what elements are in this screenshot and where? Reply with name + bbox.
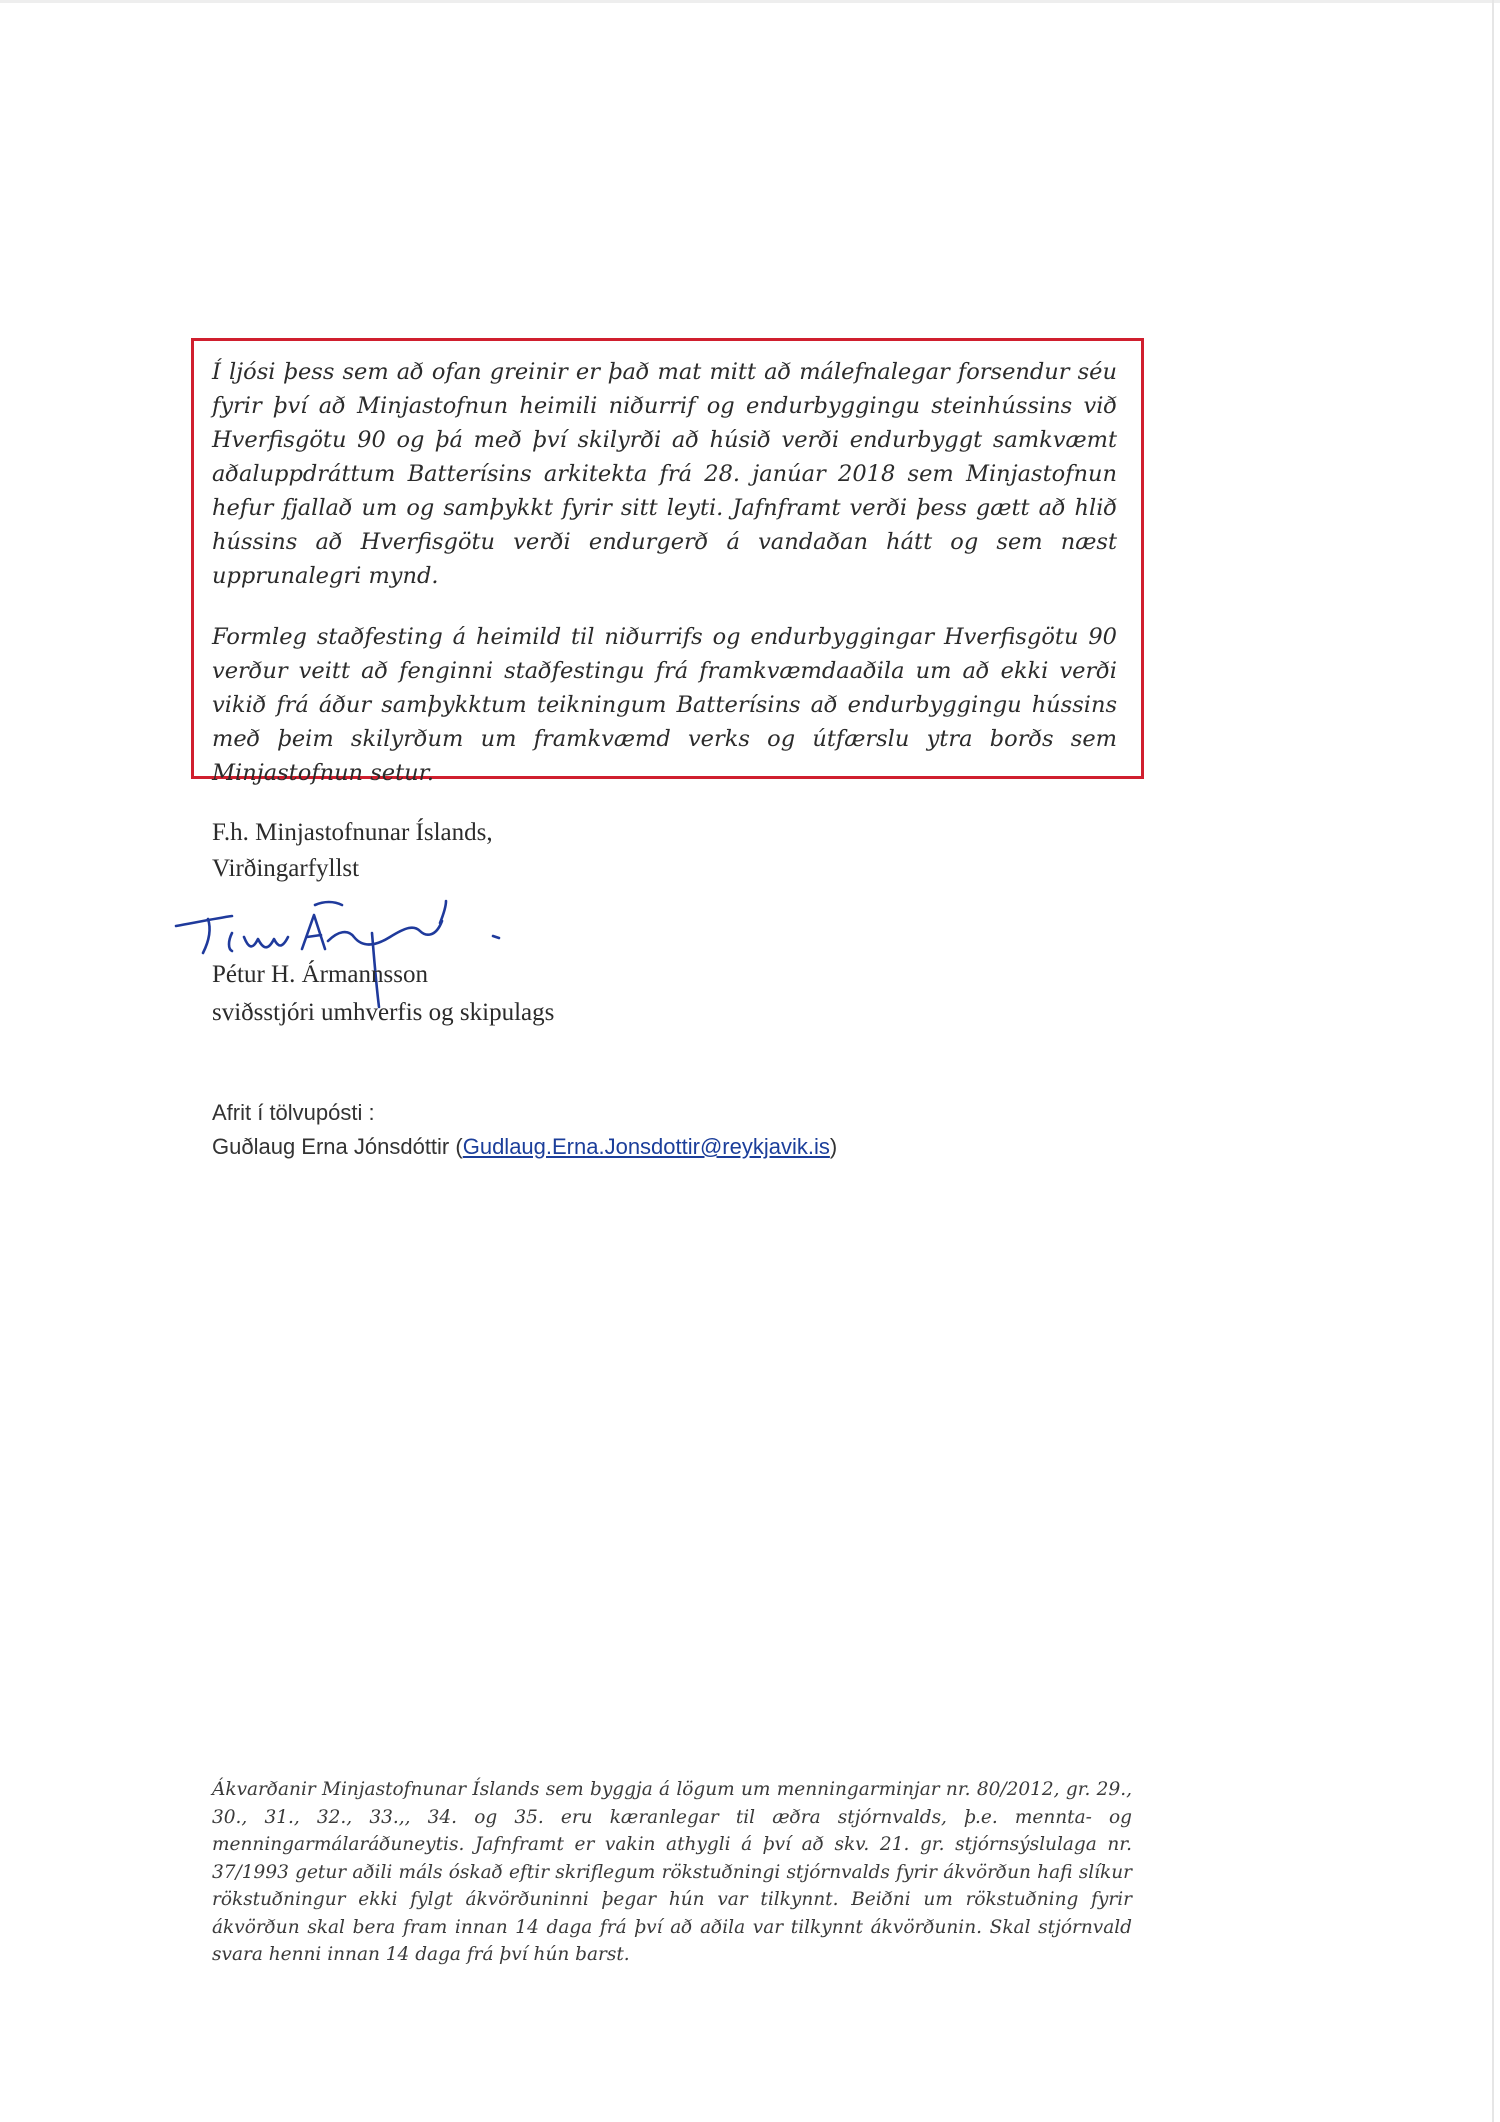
cc-label: Afrit í tölvupósti : [212, 1100, 375, 1125]
conclusion-paragraph: Í ljósi þess sem að ofan greinir er það mat mitt að málefnalegar forsendur séu fyrir því að Minjastofnun heimili niðurrif og endurbyggingu steinhússins við Hverfisgötu 90 og þá með því skilyrði að húsið verði endurbyggt samkvæmt aðaluppdráttum Batterísins arkitekta frá 28. janúar 2018 sem Minjastofnun hefur fjallað um og samþykkt fyrir sitt leyti. Jafnframt verði þess gætt að hlið hússins að Hverfisgötu verði endurgerð á vandaðan hátt og sem næst upprunalegri mynd. [212, 359, 1117, 589]
appeal-notice: Ákvarðanir Minjastofnunar Íslands sem byggja á lögum um menningarminjar nr. 80/2012, gr. 29., 30., 31., 32., 33.,, 34. og 35. eru kæranlegar til æðra stjórnvalds, þ.e. mennta- og menningarmálaráðuneytis. Jafnframt er vakin athygli á því að skv. 21. gr. stjórnsýslulaga nr. 37/1993 getur aðili máls óskað eftir skriflegum rökstuðningi stjórnvalds fyrir ákvörðun hafi slíkur rökstuðningur ekki fylgt ákvörðuninni þegar hún var tilkynnt. Beiðni um rökstuðning fyrir ákvörðun skal bera fram innan 14 daga frá því að aðila var tilkynnt ákvörðunin. Skal stjórnvald svara henni innan 14 daga frá því hún barst. [212, 1779, 1132, 1965]
cc-recipient-line [212, 1130, 837, 1164]
scan-right-edge [1492, 0, 1494, 2122]
cc-email-link[interactable]: Gudlaug.Erna.Jonsdottir@reykjavik.is [462, 1134, 830, 1159]
open-paren: ( [455, 1134, 463, 1159]
scan-top-edge [0, 0, 1500, 3]
signer-name: Pétur H. Ármannsson [212, 961, 428, 988]
on-behalf-line: F.h. Minjastofnunar Íslands, [212, 819, 493, 846]
cc-recipient-name: Guðlaug Erna Jónsdóttir [212, 1134, 450, 1159]
signoff-block [212, 815, 493, 887]
closing-line: Virðingarfyllst [212, 855, 360, 882]
close-paren: ) [829, 1134, 838, 1159]
cc-block [212, 1096, 837, 1164]
confirmation-paragraph: Formleg staðfesting á heimild til niðurrifs og endurbyggingar Hverfisgötu 90 verður veitt að fenginni staðfestingu frá framkvæmdaaðila um að ekki verði vikið frá áður samþykktum teikningum Batterísins að endurbyggingu hússins með þeim skilyrðum um framkvæmd verks og útfærslu ytra borðs sem Minjastofnun setur. [212, 624, 1117, 786]
signer-block [212, 956, 554, 1032]
highlighted-conclusion-box [191, 338, 1144, 786]
signer-title: sviðsstjóri umhverfis og skipulags [212, 999, 555, 1026]
